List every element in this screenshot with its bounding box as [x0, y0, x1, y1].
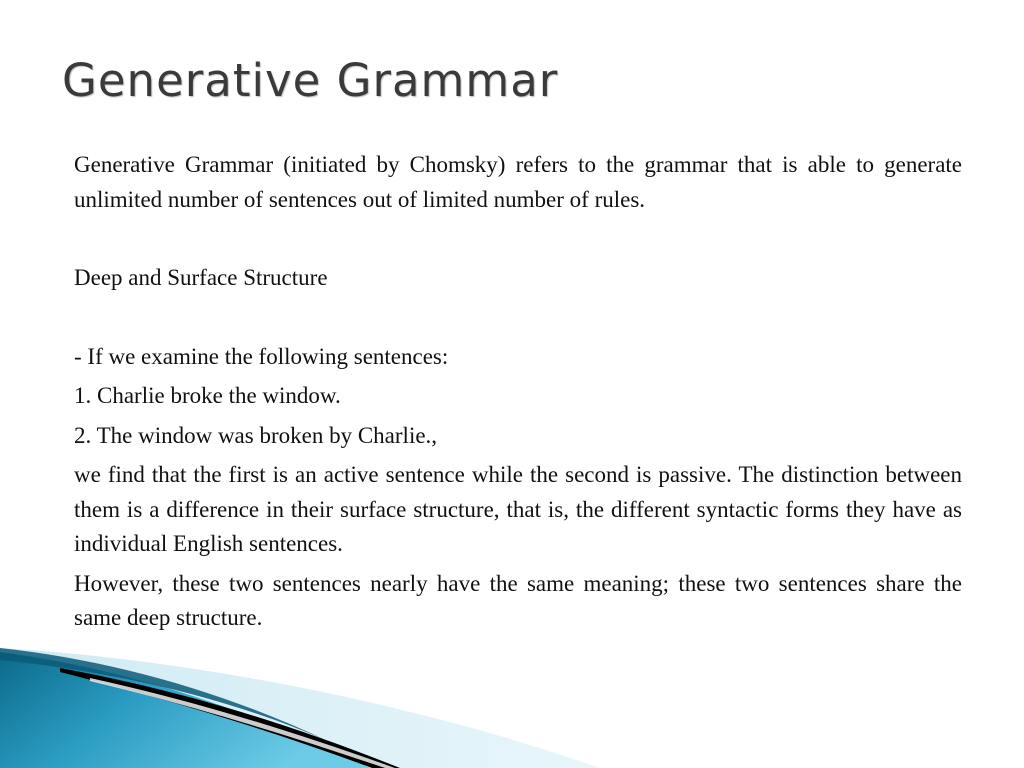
- example-sentence-2: 2. The window was broken by Charlie.,: [74, 422, 438, 448]
- paragraph-examine-intro: - If we examine the following sentences:: [74, 343, 449, 369]
- paragraph-deep-structure: However, these two sentences nearly have the same meaning; these two sentences share the same deep structure.: [74, 570, 962, 630]
- slide-title: Generative Grammar: [62, 54, 559, 107]
- slide-body: [74, 148, 962, 636]
- wave-white-sliver: [90, 678, 395, 768]
- example-sentence-1: 1. Charlie broke the window.: [74, 383, 341, 408]
- wave-black-stripe: [60, 668, 400, 768]
- wave-dark-edge: [0, 648, 330, 742]
- paragraph-subheading: Deep and Surface Structure: [74, 265, 328, 290]
- wave-blue-band: [0, 652, 370, 768]
- wave-pale-band: [0, 648, 600, 768]
- paragraph-surface-structure: we find that the first is an active sentence while the second is passive. The distinction between them is a difference in their surface structure, that is, the different syntactic forms they have as individual English sentences.: [74, 462, 962, 556]
- paragraph-definition: Generative Grammar (initiated by Chomsky) refers to the grammar that is able to generate unlimited number of sentences out of limited number of rules.: [74, 152, 962, 212]
